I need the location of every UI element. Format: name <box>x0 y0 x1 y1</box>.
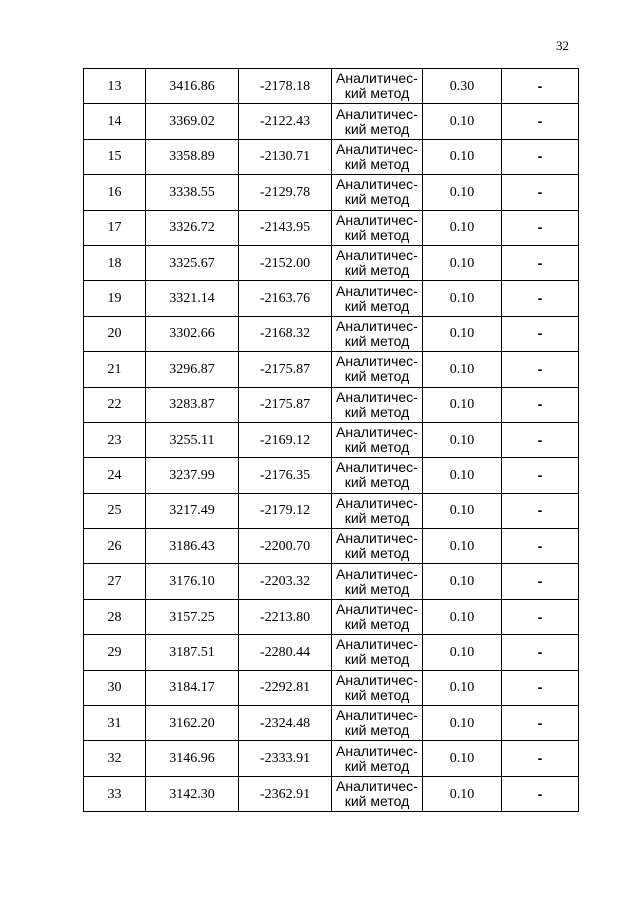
x-coordinate-cell: 3255.11 <box>146 422 239 457</box>
dash-cell: - <box>502 210 579 245</box>
method-line-1: Аналитичес- <box>336 707 418 724</box>
error-cell: 0.10 <box>423 670 502 705</box>
error-cell: 0.10 <box>423 776 502 811</box>
method-line-2: кий метод <box>344 191 410 208</box>
point-number-cell: 19 <box>84 281 146 316</box>
y-coordinate-cell: -2168.32 <box>239 316 332 351</box>
method-line-1: Аналитичес- <box>336 424 418 441</box>
error-cell: 0.10 <box>423 493 502 528</box>
method-cell <box>332 564 423 599</box>
method-line-1: Аналитичес- <box>336 317 418 334</box>
y-coordinate-cell: -2175.87 <box>239 387 332 422</box>
y-coordinate-cell: -2362.91 <box>239 776 332 811</box>
x-coordinate-cell: 3187.51 <box>146 635 239 670</box>
x-coordinate-cell: 3237.99 <box>146 458 239 493</box>
error-cell: 0.10 <box>423 175 502 210</box>
method-line-2: кий метод <box>344 368 410 385</box>
x-coordinate-cell: 3325.67 <box>146 245 239 280</box>
table-row <box>84 210 579 245</box>
method-line-2: кий метод <box>344 722 410 739</box>
dash-cell: - <box>502 564 579 599</box>
x-coordinate-cell: 3142.30 <box>146 776 239 811</box>
method-line-2: кий метод <box>344 120 410 137</box>
dash-cell: - <box>502 281 579 316</box>
x-coordinate-cell: 3176.10 <box>146 564 239 599</box>
table-row <box>84 69 579 104</box>
method-cell <box>332 175 423 210</box>
method-line-1: Аналитичес- <box>336 494 418 511</box>
error-cell: 0.10 <box>423 139 502 174</box>
table-row <box>84 706 579 741</box>
method-line-2: кий метод <box>344 793 410 809</box>
error-cell: 0.10 <box>423 210 502 245</box>
y-coordinate-cell: -2175.87 <box>239 352 332 387</box>
y-coordinate-cell: -2129.78 <box>239 175 332 210</box>
x-coordinate-cell: 3157.25 <box>146 599 239 634</box>
y-coordinate-cell: -2280.44 <box>239 635 332 670</box>
point-number-cell: 21 <box>84 352 146 387</box>
table-row <box>84 529 579 564</box>
y-coordinate-cell: -2143.95 <box>239 210 332 245</box>
method-cell <box>332 493 423 528</box>
error-cell: 0.10 <box>423 316 502 351</box>
method-cell <box>332 458 423 493</box>
error-cell: 0.10 <box>423 706 502 741</box>
method-cell <box>332 104 423 139</box>
dash-cell: - <box>502 387 579 422</box>
method-line-2: кий метод <box>344 155 410 172</box>
method-cell <box>332 352 423 387</box>
method-cell <box>332 316 423 351</box>
dash-cell: - <box>502 104 579 139</box>
dash-cell: - <box>502 529 579 564</box>
y-coordinate-cell: -2163.76 <box>239 281 332 316</box>
dash-cell: - <box>502 493 579 528</box>
error-cell: 0.10 <box>423 352 502 387</box>
method-line-1: Аналитичес- <box>336 778 418 794</box>
point-number-cell: 14 <box>84 104 146 139</box>
table-row <box>84 387 579 422</box>
x-coordinate-cell: 3358.89 <box>146 139 239 174</box>
point-number-cell: 16 <box>84 175 146 210</box>
dash-cell: - <box>502 352 579 387</box>
x-coordinate-cell: 3162.20 <box>146 706 239 741</box>
method-cell <box>332 741 423 776</box>
method-cell <box>332 281 423 316</box>
error-cell: 0.10 <box>423 245 502 280</box>
x-coordinate-cell: 3326.72 <box>146 210 239 245</box>
table-row <box>84 316 579 351</box>
table-row <box>84 104 579 139</box>
method-cell <box>332 529 423 564</box>
method-cell <box>332 635 423 670</box>
y-coordinate-cell: -2200.70 <box>239 529 332 564</box>
point-number-cell: 24 <box>84 458 146 493</box>
table-row <box>84 635 579 670</box>
dash-cell: - <box>502 175 579 210</box>
dash-cell: - <box>502 670 579 705</box>
method-line-1: Аналитичес- <box>336 105 418 122</box>
method-cell <box>332 210 423 245</box>
y-coordinate-cell: -2130.71 <box>239 139 332 174</box>
method-line-2: кий метод <box>344 545 410 562</box>
table-row <box>84 776 579 811</box>
method-line-1: Аналитичес- <box>336 211 418 228</box>
error-cell: 0.10 <box>423 564 502 599</box>
point-number-cell: 30 <box>84 670 146 705</box>
table-row <box>84 564 579 599</box>
method-line-2: кий метод <box>344 686 410 703</box>
dash-cell: - <box>502 69 579 104</box>
method-line-1: Аналитичес- <box>336 530 418 547</box>
x-coordinate-cell: 3217.49 <box>146 493 239 528</box>
method-cell <box>332 139 423 174</box>
table-row <box>84 670 579 705</box>
point-number-cell: 18 <box>84 245 146 280</box>
method-line-1: Аналитичес- <box>336 70 418 87</box>
method-line-2: кий метод <box>344 474 410 491</box>
y-coordinate-cell: -2122.43 <box>239 104 332 139</box>
table-row <box>84 139 579 174</box>
method-cell <box>332 387 423 422</box>
x-coordinate-cell: 3184.17 <box>146 670 239 705</box>
method-line-2: кий метод <box>344 85 410 102</box>
point-number-cell: 29 <box>84 635 146 670</box>
method-line-1: Аналитичес- <box>336 742 418 759</box>
point-number-cell: 28 <box>84 599 146 634</box>
method-line-1: Аналитичес- <box>336 353 418 370</box>
dash-cell: - <box>502 706 579 741</box>
point-number-cell: 26 <box>84 529 146 564</box>
table-row <box>84 422 579 457</box>
y-coordinate-cell: -2179.12 <box>239 493 332 528</box>
dash-cell: - <box>502 635 579 670</box>
coordinates-table <box>83 68 579 812</box>
dash-cell: - <box>502 741 579 776</box>
table-row <box>84 352 579 387</box>
error-cell: 0.10 <box>423 387 502 422</box>
point-number-cell: 23 <box>84 422 146 457</box>
x-coordinate-cell: 3283.87 <box>146 387 239 422</box>
table-row <box>84 175 579 210</box>
method-cell <box>332 776 423 811</box>
dash-cell: - <box>502 245 579 280</box>
error-cell: 0.10 <box>423 635 502 670</box>
error-cell: 0.10 <box>423 281 502 316</box>
x-coordinate-cell: 3296.87 <box>146 352 239 387</box>
y-coordinate-cell: -2213.80 <box>239 599 332 634</box>
method-line-2: кий метод <box>344 439 410 456</box>
method-line-2: кий метод <box>344 580 410 597</box>
method-line-1: Аналитичес- <box>336 388 418 405</box>
method-line-1: Аналитичес- <box>336 140 418 157</box>
dash-cell: - <box>502 458 579 493</box>
method-line-1: Аналитичес- <box>336 282 418 299</box>
method-line-2: кий метод <box>344 297 410 314</box>
error-cell: 0.10 <box>423 599 502 634</box>
dash-cell: - <box>502 422 579 457</box>
table-row <box>84 493 579 528</box>
y-coordinate-cell: -2152.00 <box>239 245 332 280</box>
point-number-cell: 13 <box>84 69 146 104</box>
table-row <box>84 245 579 280</box>
dash-cell: - <box>502 316 579 351</box>
point-number-cell: 20 <box>84 316 146 351</box>
method-cell <box>332 245 423 280</box>
point-number-cell: 33 <box>84 776 146 811</box>
table-body <box>84 69 579 812</box>
x-coordinate-cell: 3369.02 <box>146 104 239 139</box>
method-line-2: кий метод <box>344 616 410 633</box>
error-cell: 0.10 <box>423 458 502 493</box>
y-coordinate-cell: -2292.81 <box>239 670 332 705</box>
point-number-cell: 32 <box>84 741 146 776</box>
method-line-1: Аналитичес- <box>336 636 418 653</box>
table-row <box>84 741 579 776</box>
method-line-2: кий метод <box>344 226 410 243</box>
y-coordinate-cell: -2333.91 <box>239 741 332 776</box>
method-line-2: кий метод <box>344 403 410 420</box>
method-line-1: Аналитичес- <box>336 247 418 264</box>
y-coordinate-cell: -2324.48 <box>239 706 332 741</box>
method-cell <box>332 599 423 634</box>
x-coordinate-cell: 3186.43 <box>146 529 239 564</box>
error-cell: 0.10 <box>423 529 502 564</box>
x-coordinate-cell: 3146.96 <box>146 741 239 776</box>
method-line-2: кий метод <box>344 332 410 349</box>
error-cell: 0.10 <box>423 741 502 776</box>
page-number: 32 <box>556 38 569 53</box>
method-line-1: Аналитичес- <box>336 601 418 618</box>
error-cell: 0.10 <box>423 422 502 457</box>
method-line-1: Аналитичес- <box>336 565 418 582</box>
table-row <box>84 599 579 634</box>
method-line-1: Аналитичес- <box>336 671 418 688</box>
point-number-cell: 31 <box>84 706 146 741</box>
error-cell: 0.30 <box>423 69 502 104</box>
x-coordinate-cell: 3302.66 <box>146 316 239 351</box>
method-cell <box>332 69 423 104</box>
method-line-2: кий метод <box>344 509 410 526</box>
error-cell: 0.10 <box>423 104 502 139</box>
x-coordinate-cell: 3321.14 <box>146 281 239 316</box>
y-coordinate-cell: -2203.32 <box>239 564 332 599</box>
table-row <box>84 281 579 316</box>
y-coordinate-cell: -2176.35 <box>239 458 332 493</box>
method-line-1: Аналитичес- <box>336 459 418 476</box>
method-cell <box>332 706 423 741</box>
point-number-cell: 22 <box>84 387 146 422</box>
x-coordinate-cell: 3416.86 <box>146 69 239 104</box>
point-number-cell: 17 <box>84 210 146 245</box>
y-coordinate-cell: -2169.12 <box>239 422 332 457</box>
point-number-cell: 15 <box>84 139 146 174</box>
method-line-2: кий метод <box>344 757 410 774</box>
method-line-2: кий метод <box>344 262 410 279</box>
point-number-cell: 25 <box>84 493 146 528</box>
method-line-2: кий метод <box>344 651 410 668</box>
x-coordinate-cell: 3338.55 <box>146 175 239 210</box>
method-cell <box>332 422 423 457</box>
method-cell <box>332 670 423 705</box>
dash-cell: - <box>502 776 579 811</box>
dash-cell: - <box>502 139 579 174</box>
dash-cell: - <box>502 599 579 634</box>
table-row <box>84 458 579 493</box>
y-coordinate-cell: -2178.18 <box>239 69 332 104</box>
point-number-cell: 27 <box>84 564 146 599</box>
method-line-1: Аналитичес- <box>336 176 418 193</box>
